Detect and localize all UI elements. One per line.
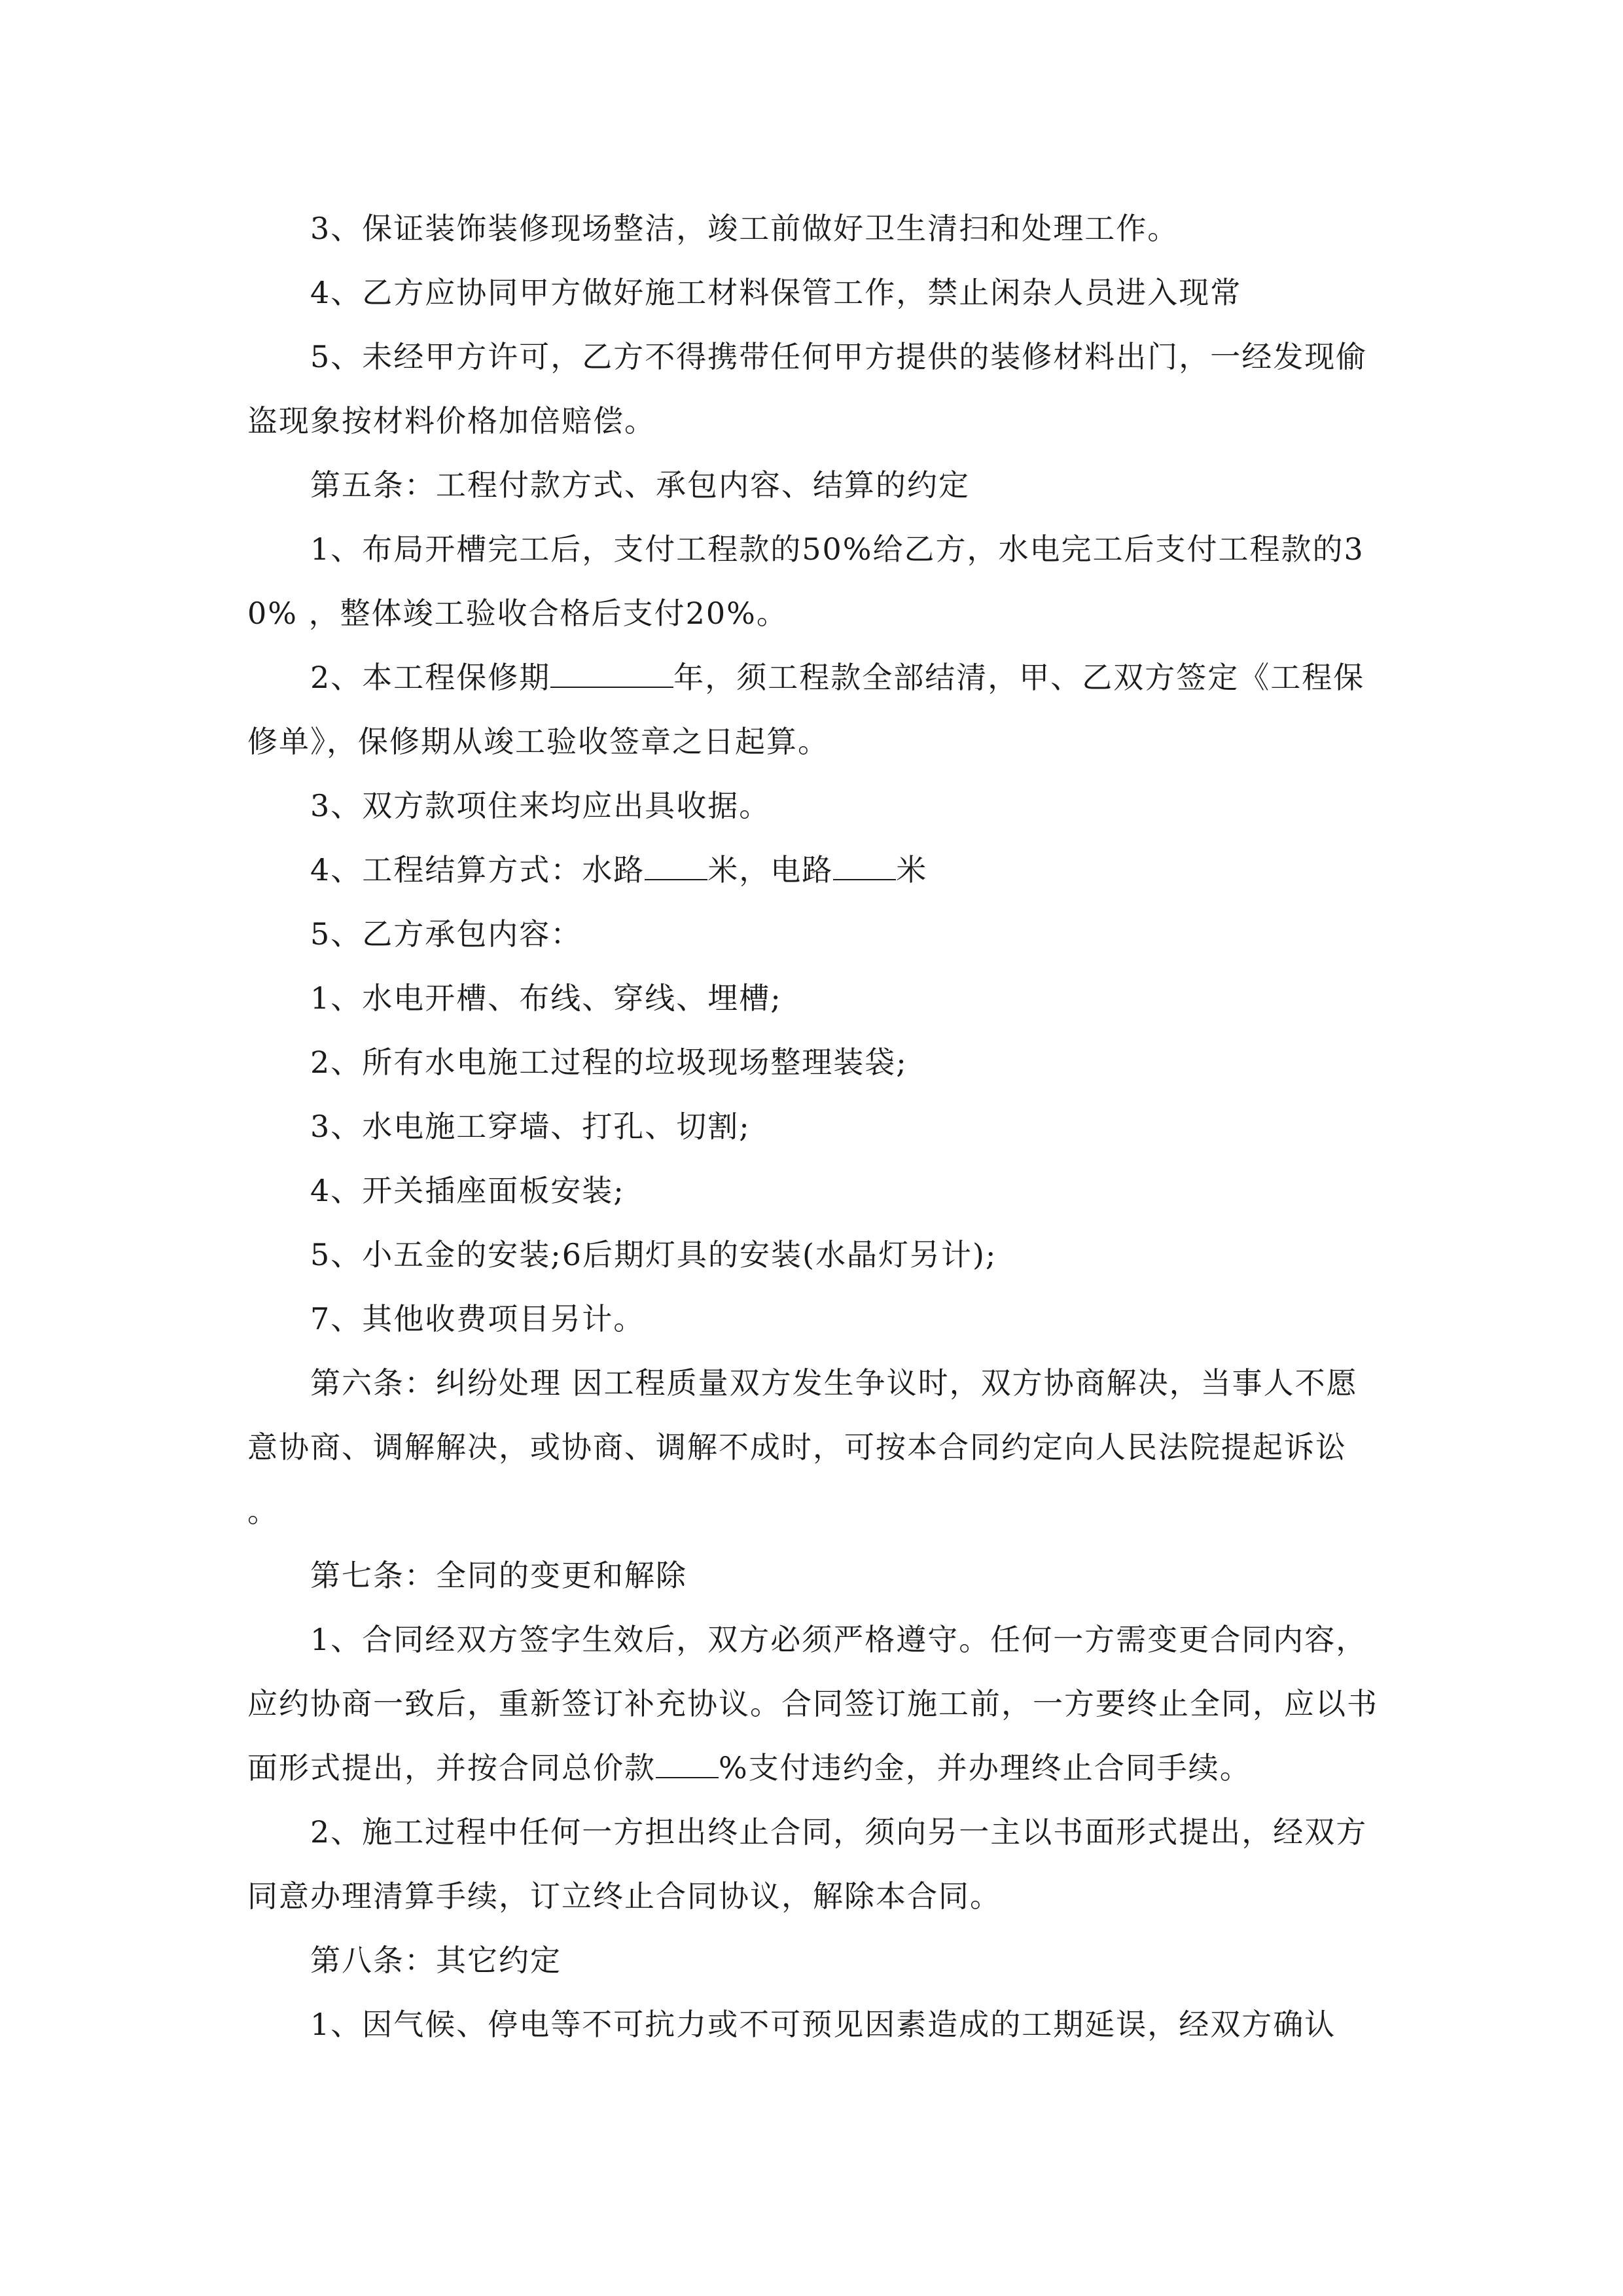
list-item: 2、所有水电施工过程的垃圾现场整理装袋; [310, 1045, 908, 1080]
clause-text: 年，须工程款全部结清，甲、乙双方签定《工程保修单》，保修期从竣工验收签章之日起算。 [247, 660, 1365, 759]
fill-in-blank [656, 1751, 719, 1778]
clause-paragraph: 4、乙方应协同甲方做好施工材料保管工作，禁止闲杂人员进入现常 [310, 275, 1242, 310]
clause-paragraph: 3、双方款项住来均应出具收据。 [310, 788, 771, 823]
fill-in-blank [833, 853, 896, 880]
clause-paragraph: 5、乙方承包内容： [310, 916, 582, 952]
clause-paragraph: 3、保证装饰装修现场整洁，竣工前做好卫生清扫和处理工作。 [310, 211, 1179, 246]
clause-paragraph: 5、未经甲方许可，乙方不得携带任何甲方提供的装修材料出门，一经发现偷盗现象按材料价格加倍赔偿。 [247, 339, 1368, 439]
document-body [247, 196, 1386, 2056]
clause-text: 米 [896, 852, 928, 888]
section-heading: 第五条：工程付款方式、承包内容、结算的约定 [310, 467, 970, 503]
clause-paragraph: 1、因气候、停电等不可抗力或不可预见因素造成的工期延误，经双方确认 [310, 2007, 1336, 2042]
section-heading: 第七条：全同的变更和解除 [310, 1558, 687, 1593]
clause-paragraph [247, 1607, 1386, 1800]
clause-text: 1、合同经双方签字生效后，双方必须严格遵守。任何一方需变更合同内容，应约协商一致后，重新签订补充协议。合同签订施工前，一方要终止全同，应以书面形式提出，并按合同总价款 [247, 1622, 1378, 1785]
clause-paragraph [247, 838, 1386, 902]
section-heading: 第六条：纠纷处理 因工程质量双方发生争议时，双方协商解决，当事人不愿意协商、调解解决，或协商、调解不成时，可按本合同约定向人民法院提起诉讼 。 [247, 1365, 1358, 1529]
fill-in-blank [550, 660, 673, 688]
fill-in-blank [645, 853, 707, 880]
list-item: 4、开关插座面板安装; [310, 1173, 625, 1208]
clause-text: %支付违约金，并办理终止合同手续。 [719, 1750, 1251, 1785]
clause-text: 2、本工程保修期 [310, 660, 551, 695]
clause-paragraph: 1、布局开槽完工后，支付工程款的50%给乙方，水电完工后支付工程款的30% ，整体竣工验收合格后支付20%。 [247, 531, 1364, 631]
clause-paragraph [247, 645, 1386, 774]
list-item: 1、水电开槽、布线、穿线、埋槽; [310, 980, 782, 1016]
clause-text: 米，电路 [707, 852, 834, 888]
list-item: 5、小五金的安装;6后期灯具的安装(水晶灯另计); [310, 1237, 997, 1272]
clause-text: 4、工程结算方式：水路 [310, 852, 645, 888]
list-item: 7、其他收费项目另计。 [310, 1301, 645, 1336]
clause-paragraph: 2、施工过程中任何一方担出终止合同，须向另一主以书面形式提出，经双方同意办理清算手续，订立终止合同协议，解除本合同。 [247, 1814, 1368, 1914]
list-item: 3、水电施工穿墙、打孔、切割; [310, 1109, 751, 1144]
section-heading: 第八条：其它约定 [310, 1943, 562, 1978]
